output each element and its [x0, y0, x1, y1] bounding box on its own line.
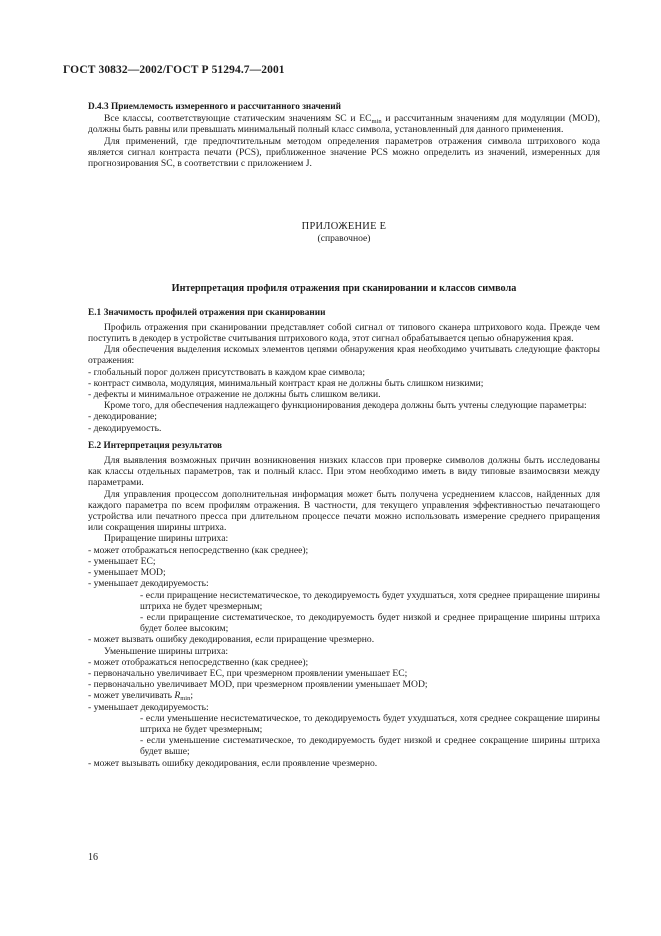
sub-list-item: - если приращение систематическое, то декодируемость будет низкой и среднее приращение ширины штриха будет более высоким; [140, 611, 600, 635]
section-e2-title: Е.2 Интерпретация результатов [88, 440, 223, 451]
list-item: - декодирование; [88, 411, 157, 423]
e1-paragraph-1: Профиль отражения при сканировании представляет собой сигнал от типового сканера штрихового кода. Прежде чем поступить в декодер в устройстве считывания штрихового кода, этот сигнал обрабатывается цепью обнаружения края. [88, 321, 600, 345]
section-e1-title: Е.1 Значимость профилей отражения при сканировании [88, 307, 326, 318]
page-content [88, 102, 600, 769]
list-item: - глобальный порог должен присутствовать в каждом крае символа; [88, 366, 365, 378]
sub-list-item: - если приращение несистематическое, то декодируемость будет ухудшаться, хотя среднее приращение ширины штриха не будет чрезмерным; [140, 589, 600, 612]
e1-paragraph-3: Кроме того, для обеспечения надлежащего функционирования декодера должны быть учтены следующие параметры: [104, 400, 587, 412]
list-item: - уменьшает декодируемость: [88, 701, 209, 713]
appendix-label: ПРИЛОЖЕНИЕ Е [301, 221, 387, 233]
d43-paragraph-1: Все классы, соответствующие статическим значениям SC и $EC_{min}$ и рассчитанным значениям для модуляции (MOD), должны быть равны или превышать минимальный полный класс символа, установленный для данного применения. [88, 113, 601, 136]
e1-paragraph-2: Для обеспечения выделения искомых элементов цепями обнаружения края необходимо учитывать следующие факторы отражения: [88, 344, 600, 367]
appendix-kind: (справочное) [317, 233, 371, 245]
list-item: - первоначально увеличивает MOD, при чрезмерном проявлении уменьшает MOD; [88, 679, 428, 691]
increase-heading: Приращение ширины штриха: [104, 533, 229, 545]
page-number: 16 [88, 852, 98, 863]
list-item: - декодируемость. [88, 422, 162, 434]
appendix-title: Интерпретация профиля отражения при сканировании и классов символа [171, 283, 517, 295]
list-item: - уменьшает MOD; [88, 567, 166, 579]
list-item: - уменьшает EC; [88, 555, 156, 567]
list-item-rmin: - может увеличивать $R_{min}$; [88, 690, 194, 703]
list-item: - может отображаться непосредственно (как среднее); [88, 656, 309, 668]
e2-paragraph-1: Для выявления возможных причин возникновения низких классов при проверке символов должны быть исследованы как классы отдельных параметров, так и полный класс. При этом необходимо иметь в виду типовые взаимосвязи между параметрами. [88, 455, 600, 489]
list-item: - уменьшает декодируемость: [88, 578, 209, 590]
list-item: - может вызвать ошибку декодирования, если приращение чрезмерно. [88, 634, 375, 646]
sub-list-item: - если уменьшение систематическое, то декодируемость будет низкой и среднее сокращение ширины штриха будет выше; [140, 735, 600, 758]
list-item: - может отображаться непосредственно (как среднее); [88, 544, 309, 556]
list-item: - может вызывать ошибку декодирования, если проявление чрезмерно. [88, 757, 378, 769]
list-item: - первоначально увеличивает EC, при чрезмерном проявлении уменьшает EC; [88, 667, 408, 679]
decrease-heading: Уменьшение ширины штриха: [104, 645, 229, 657]
list-item: - контраст символа, модуляция, минимальный контраст края не должны быть слишком низкими; [88, 377, 484, 389]
sub-list-item: - если уменьшение несистематическое, то декодируемость будет ухудшаться, хотя среднее сокращение ширины штриха не будет чрезмерным; [140, 712, 600, 735]
list-item: - дефекты и минимальное отражение не должны быть слишком велики. [88, 389, 381, 401]
d43-paragraph-2: Для применений, где предпочтительным методом определения параметров отражения символа штрихового кода является сигнал контраста печати (PCS), приближенное значение PCS можно определить из значений, измеренных для прогнозирования SC, в соответствии с приложением J. [88, 135, 600, 170]
page-header: ГОСТ 30832—2002/ГОСТ Р 51294.7—2001 [63, 64, 285, 76]
section-d43-title: D.4.3 Приемлемость измеренного и рассчитанного значений [88, 102, 342, 112]
e2-paragraph-2: Для управления процессом дополнительная информация может быть получена усреднением классов, найденных для каждого параметра по всем профилям отражения. В частности, для текущего управления эффективностью печатающего устройства или печатного пресса при длительном процессе печати можно использовать измерение среднего приращения или сокращения ширины штриха. [88, 488, 600, 534]
